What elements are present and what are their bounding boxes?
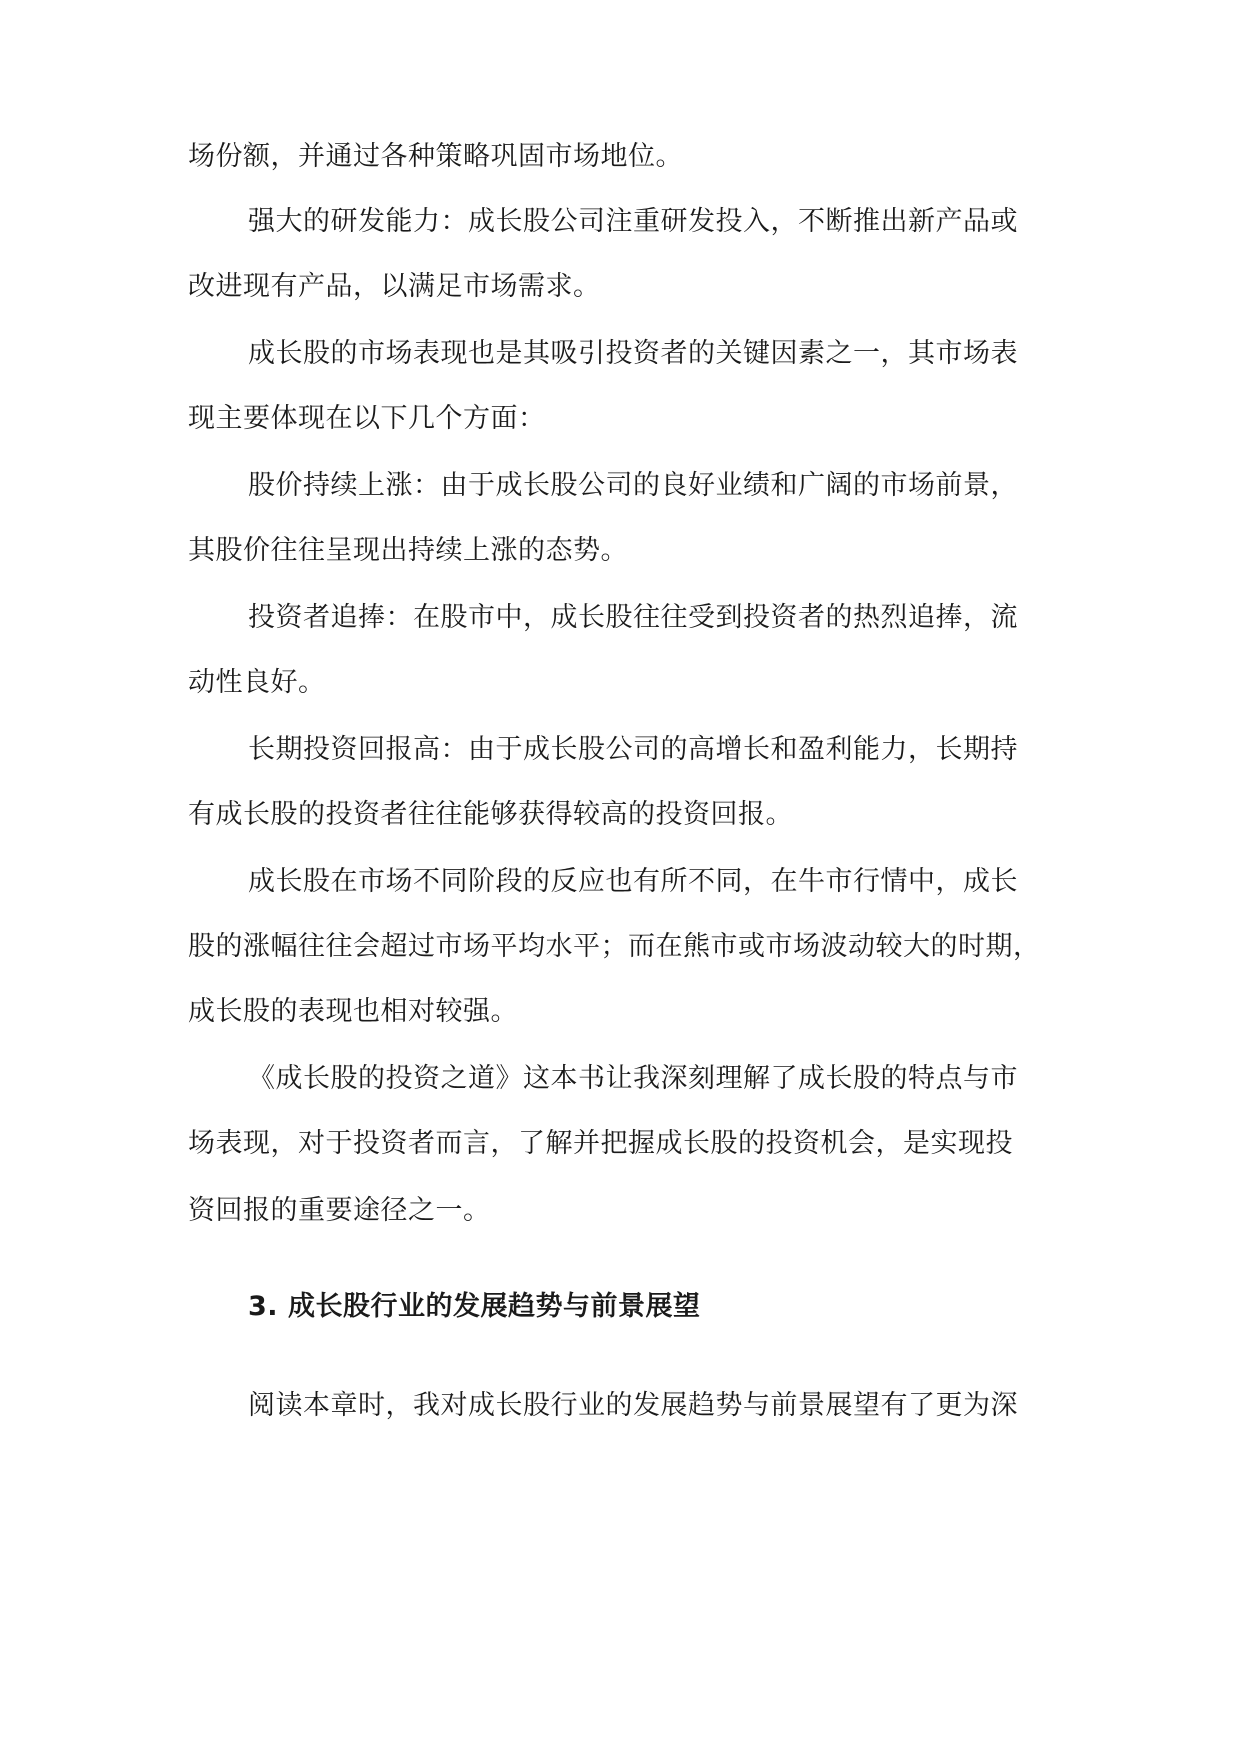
paragraph-line: 现主要体现在以下几个方面： xyxy=(188,403,546,434)
paragraph-line: 资回报的重要途径之一。 xyxy=(188,1195,491,1226)
paragraph-line: 成长股的市场表现也是其吸引投资者的关键因素之一，其市场表 xyxy=(248,338,1018,369)
paragraph-line: 《成长股的投资之道》这本书让我深刻理解了成长股的特点与市 xyxy=(248,1063,1018,1094)
paragraph-line: 强大的研发能力：成长股公司注重研发投入，不断推出新产品或 xyxy=(248,206,1018,237)
paragraph-line: 有成长股的投资者往往能够获得较高的投资回报。 xyxy=(188,799,793,830)
paragraph-line: 动性良好。 xyxy=(188,667,326,698)
paragraph-line: 场份额，并通过各种策略巩固市场地位。 xyxy=(188,141,683,172)
paragraph-line: 成长股的表现也相对较强。 xyxy=(188,996,518,1027)
paragraph-line: 阅读本章时，我对成长股行业的发展趋势与前景展望有了更为深 xyxy=(248,1390,1018,1421)
paragraph-line: 股的涨幅往往会超过市场平均水平；而在熊市或市场波动较大的时期， xyxy=(188,931,1041,962)
paragraph-line: 成长股在市场不同阶段的反应也有所不同，在牛市行情中，成长 xyxy=(248,866,1018,897)
section-heading: 3. 成长股行业的发展趋势与前景展望 xyxy=(248,1291,701,1322)
paragraph-line: 改进现有产品，以满足市场需求。 xyxy=(188,271,601,302)
paragraph-line: 投资者追捧：在股市中，成长股往往受到投资者的热烈追捧，流 xyxy=(248,602,1018,633)
paragraph-line: 长期投资回报高：由于成长股公司的高增长和盈利能力，长期持 xyxy=(248,734,1018,765)
paragraph-line: 其股价往往呈现出持续上涨的态势。 xyxy=(188,535,628,566)
paragraph-line: 场表现，对于投资者而言，了解并把握成长股的投资机会，是实现投 xyxy=(188,1128,1013,1159)
paragraph-line: 股价持续上涨：由于成长股公司的良好业绩和广阔的市场前景， xyxy=(248,470,1018,501)
